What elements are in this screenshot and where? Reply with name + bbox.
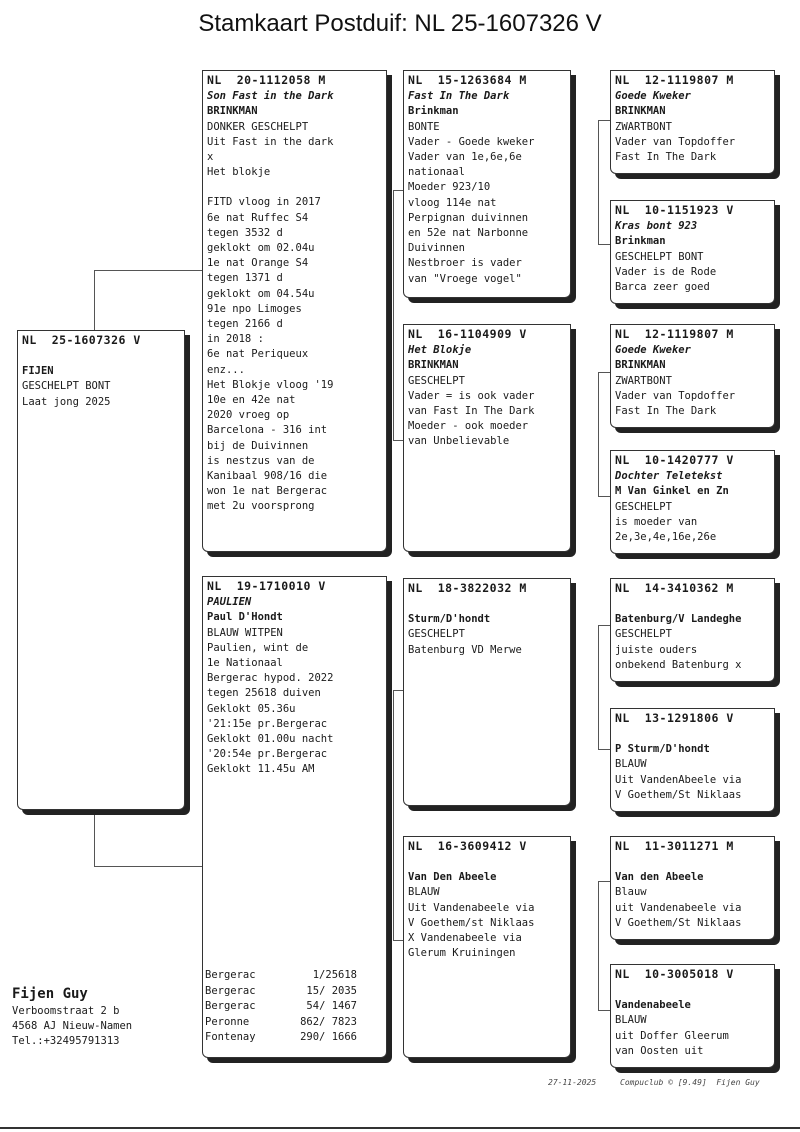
card-line: tegen 2166 d — [207, 318, 283, 331]
card-line: Geklokt 11.45u AM — [207, 763, 315, 776]
card-line: Vader van Topdoffer — [615, 135, 736, 148]
card-line: is moeder van — [615, 515, 698, 528]
connector-line — [598, 120, 599, 244]
race-results — [205, 968, 357, 1046]
race-result: 862/ 7823 — [300, 1015, 357, 1028]
card-line: BLAUW — [408, 886, 440, 899]
card-line: V Goethem/st Niklaas — [408, 916, 535, 929]
card-line: BLAUW — [615, 1014, 647, 1027]
card-line: Barca zeer goed — [615, 281, 710, 294]
owner-city: 4568 AJ Nieuw-Namen — [12, 1020, 133, 1032]
card-line: Blauw — [615, 886, 647, 899]
card-line: uit Vandenabeele via — [615, 901, 742, 914]
connector-line — [94, 866, 202, 867]
connector-line — [598, 881, 610, 882]
ring-number: NL 11-3011271 M — [615, 839, 734, 853]
race-result: 1/25618 — [312, 969, 357, 981]
card-line: Perpignan duivinnen — [408, 211, 529, 224]
card-line: vloog 114e nat — [408, 196, 497, 209]
owner-phone: Tel.:+32495791313 — [12, 1035, 120, 1047]
pigeon-card-ffm[interactable] — [610, 200, 775, 304]
card-line: geklokt om 04.54u — [207, 287, 315, 300]
card-line: Vader van Topdoffer — [615, 389, 736, 402]
page-title: Stamkaart Postduif: NL 25-1607326 V — [198, 10, 602, 37]
card-line: in 2018 : — [207, 333, 264, 346]
card-line: V Goethem/St Niklaas — [615, 916, 742, 929]
breeder: Van den Abeele — [615, 871, 704, 884]
pigeon-card-fmm[interactable] — [610, 450, 775, 554]
breeder: Van Den Abeele — [408, 871, 497, 884]
footer-date: 27-11-2025 — [548, 1078, 597, 1087]
card-line: juiste ouders — [615, 643, 698, 656]
card-line: Het Blokje vloog '19 — [207, 378, 334, 391]
breeder: BRINKMAN — [615, 359, 666, 372]
owner-name: Fijen Guy — [12, 986, 88, 1002]
race-name: Bergerac — [205, 1000, 256, 1012]
card-line: 2020 vroeg op — [207, 409, 290, 422]
card-line: van "Vroege vogel" — [408, 272, 522, 285]
card-line: Vader = is ook vader — [408, 389, 535, 402]
pigeon-card-fmf[interactable] — [610, 324, 775, 428]
card-line: is nestzus van de — [207, 454, 315, 467]
pigeon-name: Fast In The Dark — [408, 90, 510, 103]
breeder: Batenburg/V Landeghe — [615, 613, 742, 626]
connector-line — [598, 496, 610, 497]
connector-line — [598, 120, 610, 121]
card-line: Uit VandenAbeele via — [615, 773, 742, 786]
breeder: Paul D'Hondt — [207, 611, 283, 624]
card-line: GESCHELPT BONT — [22, 380, 111, 393]
card-line: Geklokt 01.00u nacht — [207, 733, 334, 746]
card-line: DONKER GESCHELPT — [207, 120, 309, 133]
connector-line — [598, 625, 610, 626]
card-line: BLAUW — [615, 758, 647, 771]
card-line: GESCHELPT — [408, 628, 465, 641]
card-line: '21:15e pr.Bergerac — [207, 717, 328, 730]
connector-line — [598, 244, 610, 245]
owner-street: Verboomstraat 2 b — [12, 1005, 120, 1017]
pigeon-card-fff[interactable] — [610, 70, 775, 174]
ring-number: NL 10-3005018 V — [615, 967, 734, 981]
connector-line — [94, 810, 95, 866]
connector-line — [393, 190, 394, 440]
race-result: 290/ 1666 — [300, 1031, 357, 1043]
pigeon-card-subject[interactable] — [17, 330, 185, 810]
connector-line — [393, 690, 403, 691]
card-line: Fast In The Dark — [615, 405, 717, 418]
bottom-rule — [0, 1127, 800, 1129]
owner-block — [12, 984, 132, 1049]
ring-number: NL 12-1119807 M — [615, 73, 734, 87]
ring-number: NL 14-3410362 M — [615, 581, 734, 595]
card-line: 1e Nationaal — [207, 657, 283, 670]
ring-number: NL 13-1291806 V — [615, 711, 734, 725]
race-name: Peronne — [205, 1015, 250, 1028]
spacer — [615, 983, 770, 998]
card-line: V Goethem/St Niklaas — [615, 788, 742, 801]
pigeon-card-mfm[interactable] — [610, 708, 775, 812]
result-row — [205, 968, 357, 984]
card-line: x — [207, 151, 214, 164]
result-row — [205, 984, 357, 1000]
card-line: enz... — [207, 363, 245, 376]
race-result: 54/ 1467 — [306, 1000, 357, 1012]
card-line: ZWARTBONT — [615, 120, 672, 133]
connector-line — [598, 372, 599, 496]
card-line: van Oosten uit — [615, 1044, 704, 1057]
card-line: Vader van 1e,6e,6e — [408, 151, 522, 164]
connector-line — [598, 372, 610, 373]
card-line: bij de Duivinnen — [207, 439, 309, 452]
card-line: '20:54e pr.Bergerac — [207, 748, 328, 761]
card-line: GESCHELPT — [615, 500, 672, 513]
connector-line — [598, 749, 610, 750]
pigeon-name: Son Fast in the Dark — [207, 90, 334, 103]
pigeon-name: Het Blokje — [408, 344, 472, 357]
card-line: tegen 3532 d — [207, 226, 283, 239]
breeder: BRINKMAN — [207, 105, 258, 118]
spacer — [408, 597, 566, 612]
pigeon-card-ff[interactable] — [403, 70, 571, 298]
card-line: 6e nat Periqueux — [207, 348, 309, 361]
pigeon-card-mmf[interactable] — [610, 836, 775, 940]
connector-line — [94, 270, 202, 271]
card-line: 6e nat Ruffec S4 — [207, 211, 309, 224]
card-line: Fast In The Dark — [615, 151, 717, 164]
card-line: geklokt om 02.04u — [207, 242, 315, 255]
card-line: BONTE — [408, 120, 440, 133]
race-name: Bergerac — [205, 969, 256, 981]
card-line: 1e nat Orange S4 — [207, 257, 309, 270]
card-line: Nestbroer is vader — [408, 257, 522, 270]
card-line: onbekend Batenburg x — [615, 658, 742, 671]
connector-line — [393, 690, 394, 940]
pigeon-name: Goede Kweker — [615, 90, 691, 103]
card-line: 10e en 42e nat — [207, 394, 296, 407]
pigeon-name: Goede Kweker — [615, 344, 691, 357]
spacer — [615, 855, 770, 870]
connector-line — [393, 940, 403, 941]
breeder: BRINKMAN — [615, 105, 666, 118]
connector-line — [598, 625, 599, 749]
race-name: Fontenay — [205, 1031, 256, 1043]
breeder: FIJEN — [22, 365, 54, 378]
pigeon-name: Dochter Teletekst — [615, 470, 723, 483]
card-line: Barcelona - 316 int — [207, 424, 328, 437]
result-row — [205, 1015, 357, 1031]
ring-number: NL 20-1112058 M — [207, 73, 326, 87]
card-line: Bergerac hypod. 2022 — [207, 672, 334, 685]
card-line: Vader - Goede kweker — [408, 135, 535, 148]
spacer — [615, 597, 770, 612]
card-line: ZWARTBONT — [615, 374, 672, 387]
connector-line — [393, 440, 403, 441]
pigeon-card-mf[interactable] — [403, 578, 571, 806]
card-line: BLAUW WITPEN — [207, 626, 283, 639]
breeder: Brinkman — [408, 105, 459, 118]
card-line: met 2u voorsprong — [207, 500, 315, 513]
card-line: Moeder - ook moeder — [408, 420, 529, 433]
card-line: 91e npo Limoges — [207, 302, 302, 315]
ring-number: NL 16-1104909 V — [408, 327, 527, 341]
breeder: Brinkman — [615, 235, 666, 248]
card-line: Laat jong 2025 — [22, 395, 111, 408]
result-row — [205, 999, 357, 1015]
card-line: van Unbelievable — [408, 435, 510, 448]
breeder: P Sturm/D'hondt — [615, 743, 710, 756]
race-name: Bergerac — [205, 984, 256, 997]
ring-number: NL 18-3822032 M — [408, 581, 527, 595]
ring-number: NL 12-1119807 M — [615, 327, 734, 341]
card-line: Uit Fast in the dark — [207, 135, 334, 148]
pigeon-card-mff[interactable] — [610, 578, 775, 682]
card-line: Geklokt 05.36u — [207, 702, 296, 715]
pigeon-name: PAULIEN — [207, 596, 252, 609]
pigeon-card-fm[interactable] — [403, 324, 571, 552]
spacer — [615, 727, 770, 742]
pigeon-card-mmm[interactable] — [610, 964, 775, 1068]
card-line: Moeder 923/10 — [408, 181, 491, 194]
card-line: FITD vloog in 2017 — [207, 196, 321, 209]
card-line: Duivinnen — [408, 242, 465, 255]
card-line: uit Doffer Gleerum — [615, 1029, 729, 1042]
breeder: Sturm/D'hondt — [408, 613, 491, 626]
ring-number: NL 16-3609412 V — [408, 839, 527, 853]
card-line: 2e,3e,4e,16e,26e — [615, 531, 717, 544]
spacer — [22, 349, 180, 364]
card-line: GESCHELPT BONT — [615, 250, 704, 263]
card-line: van Fast In The Dark — [408, 405, 535, 418]
card-line: Uit Vandenabeele via — [408, 901, 535, 914]
ring-number: NL 25-1607326 V — [22, 333, 141, 347]
card-line: X Vandenabeele via — [408, 932, 522, 945]
connector-line — [598, 1010, 610, 1011]
pigeon-card-mm[interactable] — [403, 836, 571, 1058]
card-line: tegen 25618 duiven — [207, 687, 321, 700]
card-line: Batenburg VD Merwe — [408, 643, 522, 656]
card-line: Paulien, wint de — [207, 641, 309, 654]
card-line: nationaal — [408, 166, 465, 179]
ring-number: NL 15-1263684 M — [408, 73, 527, 87]
card-line: Glerum Kruiningen — [408, 947, 516, 960]
connector-line — [393, 190, 403, 191]
card-line: won 1e nat Bergerac — [207, 485, 328, 498]
ring-number: NL 10-1420777 V — [615, 453, 734, 467]
card-line: GESCHELPT — [408, 374, 465, 387]
pigeon-card-father[interactable] — [202, 70, 387, 552]
breeder: M Van Ginkel en Zn — [615, 485, 729, 498]
card-line: en 52e nat Narbonne — [408, 227, 529, 240]
card-line: GESCHELPT — [615, 628, 672, 641]
result-row — [205, 1030, 357, 1046]
card-line: Kanibaal 908/16 die — [207, 470, 328, 483]
ring-number: NL 10-1151923 V — [615, 203, 734, 217]
breeder: Vandenabeele — [615, 999, 691, 1012]
breeder: BRINKMAN — [408, 359, 459, 372]
footer-software: Compuclub © [9.49] Fijen Guy — [620, 1078, 760, 1087]
spacer — [408, 855, 566, 870]
ring-number: NL 19-1710010 V — [207, 579, 326, 593]
spacer — [207, 180, 382, 195]
race-result: 15/ 2035 — [306, 984, 357, 997]
card-line: tegen 1371 d — [207, 272, 283, 285]
card-line: Vader is de Rode — [615, 265, 717, 278]
card-line: Het blokje — [207, 166, 271, 179]
connector-line — [598, 881, 599, 1010]
pigeon-name: Kras bont 923 — [615, 220, 698, 233]
connector-line — [94, 270, 95, 330]
